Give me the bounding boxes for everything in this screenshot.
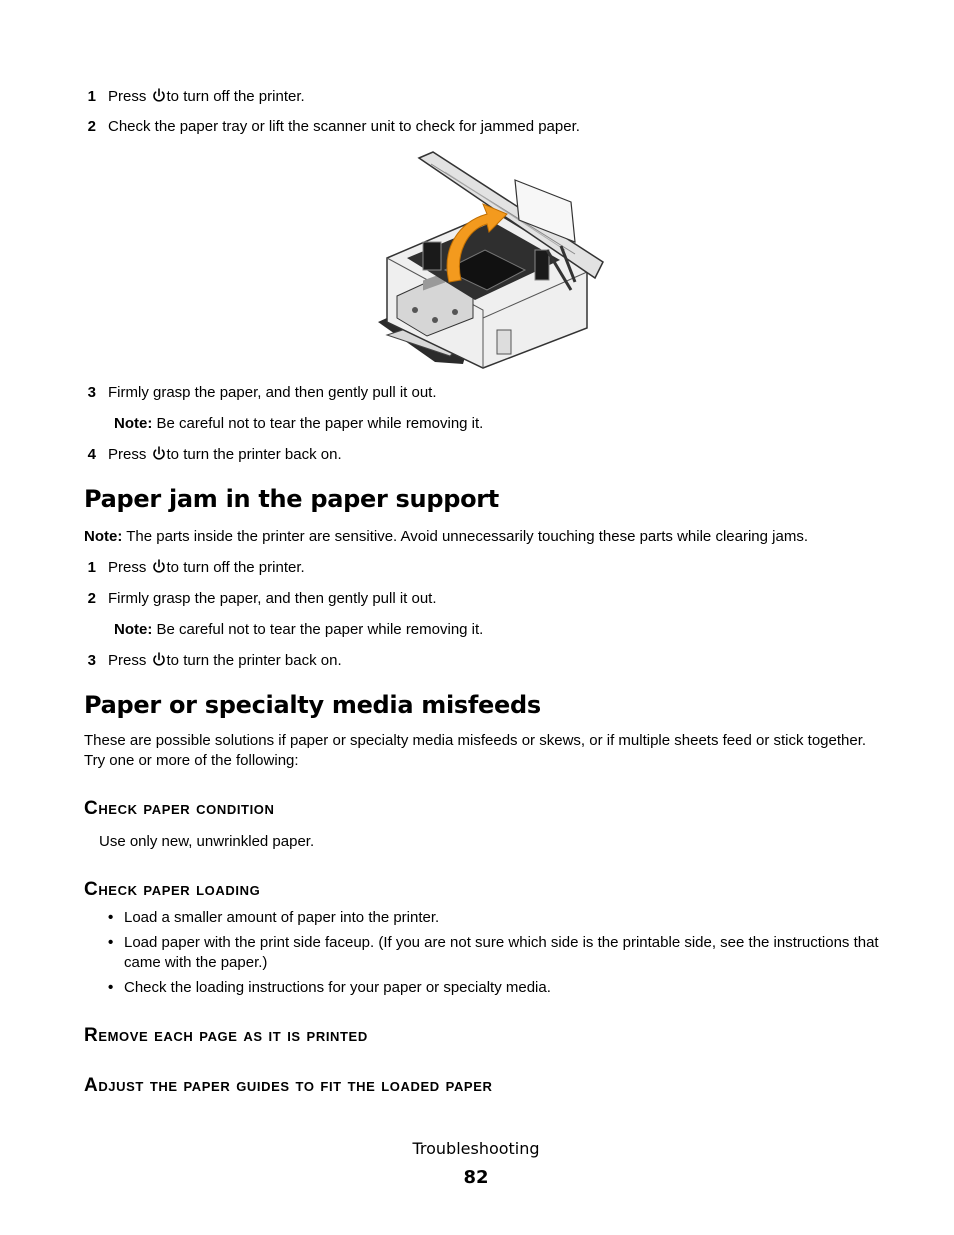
- list-item: • Load a smaller amount of paper into the printer.: [108, 909, 440, 926]
- note-text: Be careful not to tear the paper while removing it.: [156, 621, 484, 638]
- note-text: The parts inside the printer are sensitive. Avoid unnecessarily touching these parts while clearing jams.: [126, 528, 808, 545]
- list-item: • Check the loading instructions for your paper or specialty media.: [108, 979, 551, 996]
- note-sensitive-parts: [84, 527, 808, 547]
- note-label: Note:: [114, 621, 153, 638]
- section-title-paper-support: Paper jam in the paper support: [84, 485, 499, 513]
- step-number: 2: [87, 118, 96, 135]
- misfeeds-intro: These are possible solutions if paper or specialty media misfeeds or skews, or if multiple sheets feed or stick together. Try one or more of the following:: [84, 732, 867, 769]
- step-text: Firmly grasp the paper, and then gently pull it out.: [108, 590, 437, 607]
- bullet-icon: •: [108, 934, 114, 951]
- subheading-check-condition: Check paper condition: [84, 798, 275, 819]
- step-text: Firmly grasp the paper, and then gently pull it out.: [108, 384, 437, 401]
- bullet-icon: •: [108, 909, 114, 926]
- note-label: Note:: [114, 415, 153, 432]
- footer-section-name: Troubleshooting: [412, 1139, 540, 1158]
- printer-illustration: [375, 150, 607, 370]
- step-text: Check the paper tray or lift the scanner unit to check for jammed paper.: [108, 118, 580, 135]
- step-number: 1: [87, 559, 96, 576]
- section-title-misfeeds: Paper or specialty media misfeeds: [84, 691, 541, 719]
- power-icon: [152, 88, 166, 103]
- power-icon: [152, 559, 166, 574]
- page-number: 82: [463, 1167, 489, 1188]
- subheading-check-loading: Check paper loading: [84, 879, 261, 900]
- bullet-icon: •: [108, 979, 114, 996]
- power-icon: [152, 446, 166, 461]
- power-icon: [152, 652, 166, 667]
- subheading-adjust-guides: Adjust the paper guides to fit the loaded paper: [84, 1075, 493, 1096]
- step-number: 2: [87, 590, 96, 607]
- condition-text: Use only new, unwrinkled paper.: [99, 833, 315, 850]
- note-careful: [114, 414, 483, 434]
- step-number: 1: [87, 88, 96, 105]
- list-item: • Load paper with the print side faceup. (If you are not sure which side is the printable side, see the instructions that came with the paper.): [108, 934, 879, 971]
- s1-note-careful: [114, 620, 483, 640]
- step-number: 3: [87, 384, 96, 401]
- note-text: Be careful not to tear the paper while removing it.: [156, 415, 484, 432]
- note-label: Note:: [84, 528, 123, 545]
- step-number: 3: [87, 652, 96, 669]
- subheading-remove-page: Remove each page as it is printed: [84, 1025, 368, 1046]
- step-number: 4: [87, 446, 96, 463]
